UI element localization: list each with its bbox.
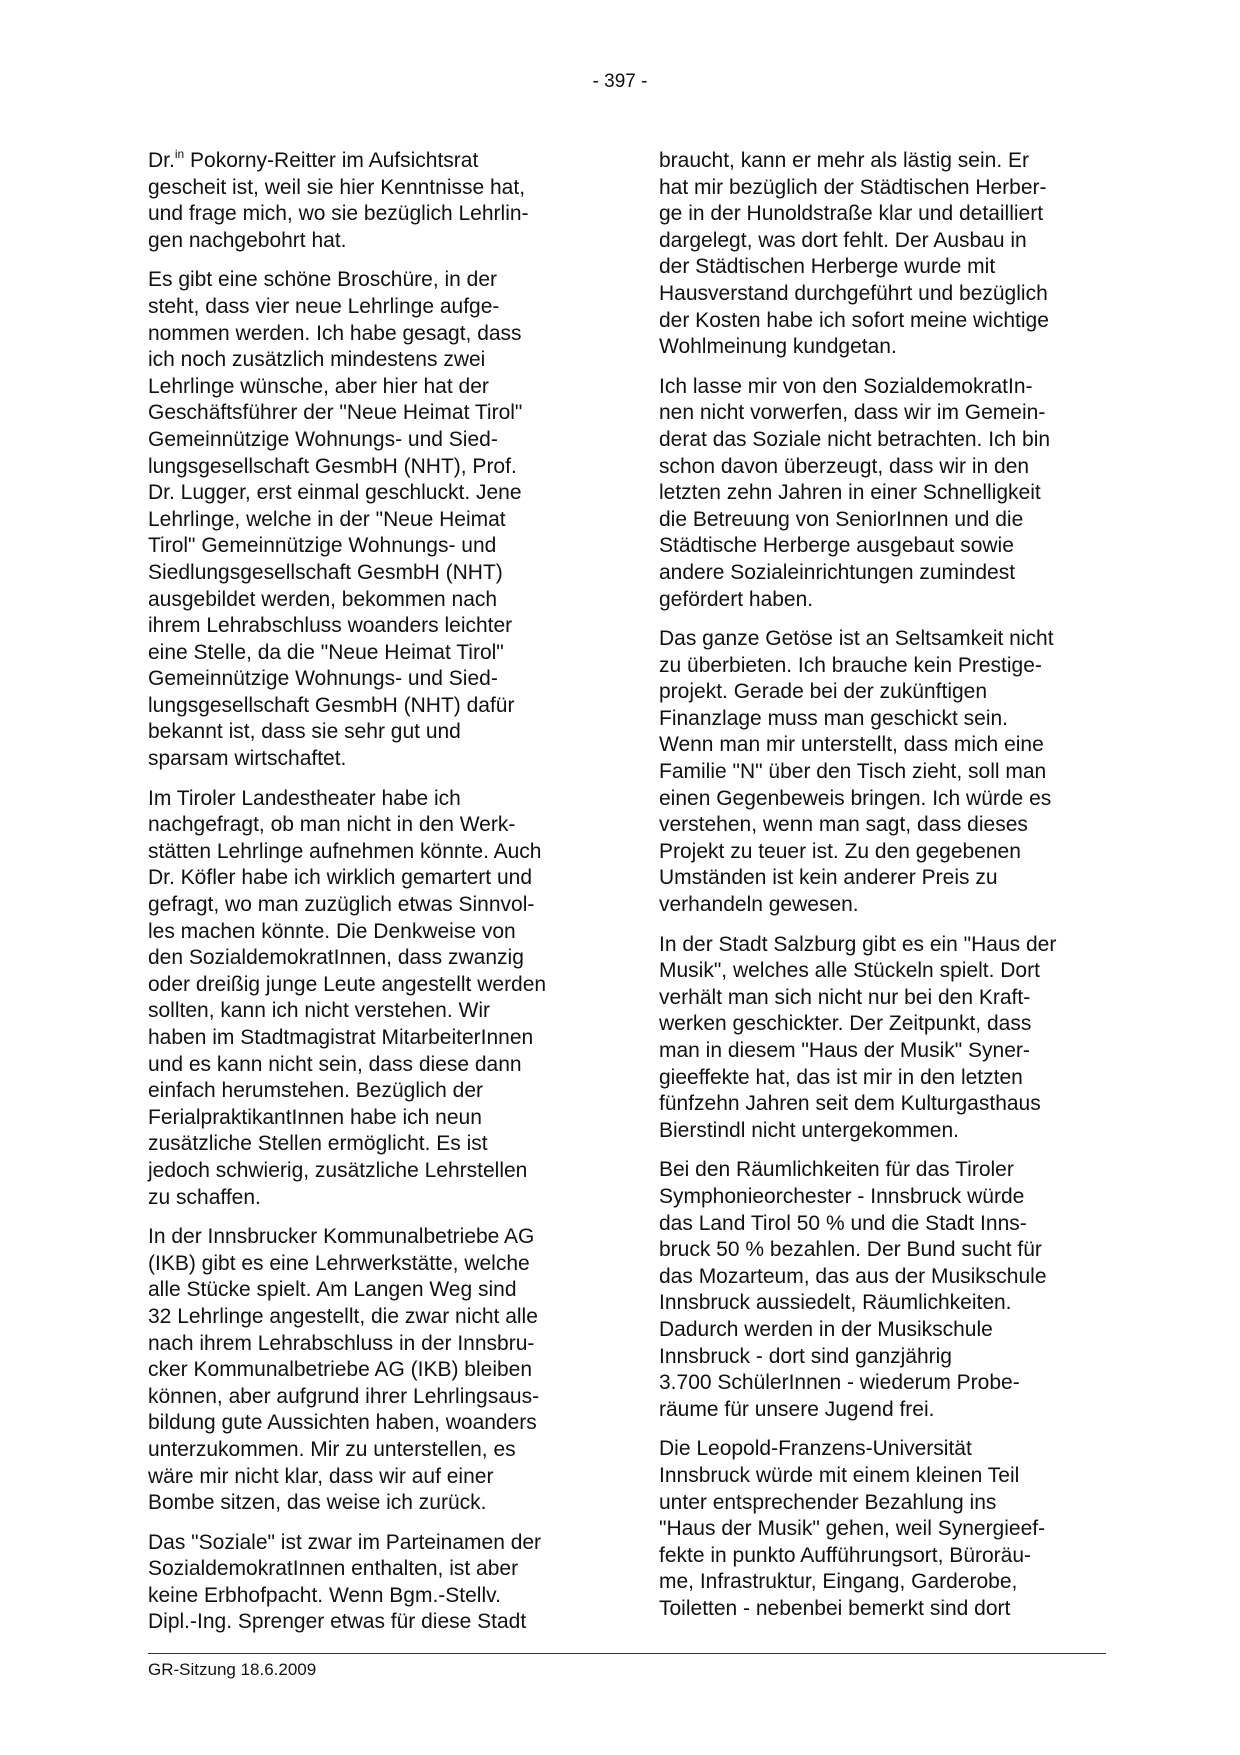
text-line: SozialdemokratInnen enthalten, ist aber [148, 1557, 519, 1581]
text-line: Ich lasse mir von den SozialdemokratIn- [659, 374, 1033, 398]
paragraph [659, 148, 1109, 361]
text-line: Musik", welches alle Stückeln spielt. Dort [659, 959, 1040, 983]
text-line: zu überbieten. Ich brauche kein Prestige- [659, 653, 1042, 677]
text-line: Die Leopold-Franzens-Universität [659, 1437, 972, 1461]
paragraph [659, 932, 1109, 1145]
text-line: Das "Soziale" ist zwar im Parteinamen der [148, 1530, 542, 1554]
text-line: Geschäftsführer der "Neue Heimat Tirol" [148, 401, 523, 425]
text-line: les machen könnte. Die Denkweise von [148, 919, 516, 943]
footer-text: GR-Sitzung 18.6.2009 [148, 1660, 317, 1679]
text-line: 32 Lehrlinge angestellt, die zwar nicht alle [148, 1304, 538, 1328]
text-line: Gemeinnützige Wohnungs- und Sied- [148, 427, 498, 451]
text-line: verstehen, wenn man sagt, dass dieses [659, 813, 1028, 837]
text-line: letzten zehn Jahren in einer Schnelligkeit [659, 481, 1041, 505]
text-line: Finanzlage muss man geschickt sein. [659, 706, 1008, 730]
text-line: Innsbruck aussiedelt, Räumlichkeiten. [659, 1291, 1012, 1315]
text-line: bruck 50 % bezahlen. Der Bund sucht für [659, 1238, 1042, 1262]
text-line: Projekt zu teuer ist. Zu den gegebenen [659, 839, 1021, 863]
text-line: unter entsprechender Bezahlung ins [659, 1490, 997, 1514]
text-line: jedoch schwierig, zusätzliche Lehrstellen [148, 1158, 528, 1182]
text-line: der Städtischen Herberge wurde mit [659, 255, 996, 279]
paragraph [659, 626, 1109, 919]
first-line-rest: Pokorny-Reitter im Aufsichtsrat [184, 149, 479, 172]
text-line: Lehrlinge wünsche, aber hier hat der [148, 374, 489, 398]
text-line: und frage mich, wo sie bezüglich Lehrlin- [148, 202, 529, 226]
text-line: braucht, kann er mehr als lästig sein. Er [659, 149, 1030, 172]
text-line: nommen werden. Ich habe gesagt, dass [148, 321, 522, 345]
text-line: können, aber aufgrund ihrer Lehrlingsaus- [148, 1384, 540, 1408]
text-line: lungsgesellschaft GesmbH (NHT) dafür [148, 693, 515, 717]
text-line: derat das Soziale nicht betrachten. Ich bin [659, 427, 1051, 451]
text-line: In der Innsbrucker Kommunalbetriebe AG [148, 1225, 535, 1249]
text-line: gescheit ist, weil sie hier Kenntnisse hat, [148, 175, 526, 199]
text-line: der Kosten habe ich sofort meine wichtige [659, 308, 1049, 332]
text-line: "Haus der Musik" gehen, weil Synergieef- [659, 1517, 1046, 1541]
footer-rule [148, 1653, 1106, 1654]
text-line: Dr. Lugger, erst einmal geschluckt. Jene [148, 481, 522, 505]
text-line: Umständen ist kein anderer Preis zu [659, 866, 998, 890]
text-line: einfach herumstehen. Bezüglich der [148, 1079, 484, 1103]
paragraph [148, 1530, 588, 1636]
text-line: fekte in punkto Aufführungsort, Büroräu- [659, 1543, 1032, 1567]
paragraph [659, 374, 1109, 613]
text-line: gefragt, wo man zuzüglich etwas Sinnvol- [148, 893, 535, 917]
title-prefix: Dr. [148, 149, 175, 172]
text-line: Innsbruck würde mit einem kleinen Teil [659, 1463, 1020, 1487]
text-line: Dr. Köfler habe ich wirklich gemartert und [148, 866, 532, 890]
paragraph [148, 1224, 588, 1517]
text-line: (IKB) gibt es eine Lehrwerkstätte, welche [148, 1251, 530, 1275]
text-line: man in diesem "Haus der Musik" Syner- [659, 1039, 1030, 1062]
text-line: zusätzliche Stellen ermöglicht. Es ist [148, 1132, 488, 1156]
text-line: nen nicht vorwerfen, dass wir im Gemein- [659, 401, 1046, 425]
text-line: 3.700 SchülerInnen - wiederum Probe- [659, 1371, 1020, 1395]
text-line: ausgebildet werden, bekommen nach [148, 587, 498, 611]
left-column [148, 148, 588, 1649]
text-line: das Mozarteum, das aus der Musikschule [659, 1264, 1047, 1288]
text-line: Lehrlinge, welche in der "Neue Heimat [148, 507, 506, 531]
text-line: steht, dass vier neue Lehrlinge aufge- [148, 294, 500, 318]
text-line: oder dreißig junge Leute angestellt werden [148, 972, 547, 996]
text-line: stätten Lehrlinge aufnehmen könnte. Auch [148, 839, 542, 863]
text-line: die Betreuung von SeniorInnen und die [659, 507, 1024, 531]
text-line: Wohlmeinung kundgetan. [659, 335, 897, 359]
right-paragraphs [659, 148, 1109, 1622]
text-line: Städtische Herberge ausgebaut sowie [659, 534, 1014, 558]
text-line: nach ihrem Lehrabschluss in der Innsbru- [148, 1331, 535, 1355]
text-line: Hausverstand durchgeführt und bezüglich [659, 281, 1048, 305]
text-line: Tirol" Gemeinnützige Wohnungs- und [148, 534, 497, 558]
text-line: Toiletten - nebenbei bemerkt sind dort [659, 1596, 1011, 1620]
text-line: schon davon überzeugt, dass wir in den [659, 454, 1030, 478]
text-line: verhält man sich nicht nur bei den Kraft- [659, 985, 1031, 1009]
text-line: Dadurch werden in der Musikschule [659, 1317, 993, 1341]
text-line: werken geschickter. Der Zeitpunkt, dass [659, 1012, 1032, 1036]
text-line: Dipl.-Ing. Sprenger etwas für diese Stadt [148, 1610, 527, 1634]
text-line: lungsgesellschaft GesmbH (NHT), Prof. [148, 454, 517, 478]
text-line: das Land Tirol 50 % und die Stadt Inns- [659, 1211, 1027, 1235]
text-line: ge in der Hunoldstraße klar und detailliert [659, 202, 1044, 226]
text-line: fünfzehn Jahren seit dem Kulturgasthaus [659, 1092, 1041, 1116]
text-line: sollten, kann ich nicht verstehen. Wir [148, 999, 490, 1023]
paragraph [148, 786, 588, 1212]
text-line: FerialpraktikantInnen habe ich neun [148, 1105, 482, 1129]
text-line: bekannt ist, dass sie sehr gut und [148, 720, 461, 744]
right-column [659, 148, 1109, 1635]
text-line: Siedlungsgesellschaft GesmbH (NHT) [148, 560, 503, 584]
text-line: zu schaffen. [148, 1185, 261, 1209]
text-line: me, Infrastruktur, Eingang, Garderobe, [659, 1570, 1018, 1594]
text-line: andere Sozialeinrichtungen zumindest [659, 560, 1016, 584]
text-line: Familie "N" über den Tisch zieht, soll man [659, 760, 1047, 784]
text-line: wäre mir nicht klar, dass wir auf einer [148, 1464, 494, 1488]
text-line: projekt. Gerade bei der zukünftigen [659, 680, 988, 704]
text-line: In der Stadt Salzburg gibt es ein "Haus der [659, 932, 1057, 956]
text-line: einen Gegenbeweis bringen. Ich würde es [659, 786, 1052, 810]
text-line: räume für unsere Jugend frei. [659, 1397, 935, 1421]
text-line: Bierstindl nicht untergekommen. [659, 1118, 959, 1142]
paragraph [659, 1436, 1109, 1622]
text-line: ich noch zusätzlich mindestens zwei [148, 348, 486, 372]
text-line: eine Stelle, da die "Neue Heimat Tirol" [148, 640, 504, 664]
title-superscript: in [174, 147, 185, 161]
text-line: Das ganze Getöse ist an Seltsamkeit nicht [659, 627, 1054, 651]
text-line: Gemeinnützige Wohnungs- und Sied- [148, 667, 498, 691]
paragraph [148, 175, 588, 255]
page-number: - 397 - [592, 71, 648, 92]
text-line: nachgefragt, ob man nicht in den Werk- [148, 813, 516, 837]
left-paragraphs [148, 175, 588, 1636]
text-line: bildung gute Aussichten haben, woanders [148, 1411, 537, 1435]
text-line: ihrem Lehrabschluss woanders leichter [148, 614, 513, 638]
text-line: Symphonieorchester - Innsbruck würde [659, 1184, 1025, 1208]
text-line: Im Tiroler Landestheater habe ich [148, 786, 461, 810]
paragraph [659, 1157, 1109, 1423]
paragraph [148, 267, 588, 772]
text-line: unterzukommen. Mir zu unterstellen, es [148, 1437, 516, 1461]
text-line: keine Erbhofpacht. Wenn Bgm.-Stellv. [148, 1583, 501, 1607]
text-line: cker Kommunalbetriebe AG (IKB) bleiben [148, 1358, 533, 1382]
text-line: Innsbruck - dort sind ganzjährig [659, 1344, 952, 1368]
text-line: haben im Stadtmagistrat MitarbeiterInnen [148, 1026, 534, 1049]
text-line: gen nachgebohrt hat. [148, 228, 347, 252]
text-line: Es gibt eine schöne Broschüre, in der [148, 268, 498, 292]
text-line: sparsam wirtschaftet. [148, 747, 347, 771]
text-line: verhandeln gewesen. [659, 893, 859, 917]
text-line: Bombe sitzen, das weise ich zurück. [148, 1491, 487, 1515]
text-line: den SozialdemokratInnen, dass zwanzig [148, 946, 524, 970]
first-line [148, 148, 588, 175]
text-line: alle Stücke spielt. Am Langen Weg sind [148, 1278, 517, 1302]
text-line: gefördert haben. [659, 587, 814, 611]
text-line: Bei den Räumlichkeiten für das Tiroler [659, 1158, 1014, 1182]
text-line: hat mir bezüglich der Städtischen Herber- [659, 175, 1047, 199]
text-line: und es kann nicht sein, dass diese dann [148, 1052, 522, 1076]
text-line: Wenn man mir unterstellt, dass mich eine [659, 733, 1044, 757]
text-line: gieeffekte hat, das ist mir in den letzten [659, 1065, 1023, 1089]
text-line: dargelegt, was dort fehlt. Der Ausbau in [659, 228, 1027, 252]
